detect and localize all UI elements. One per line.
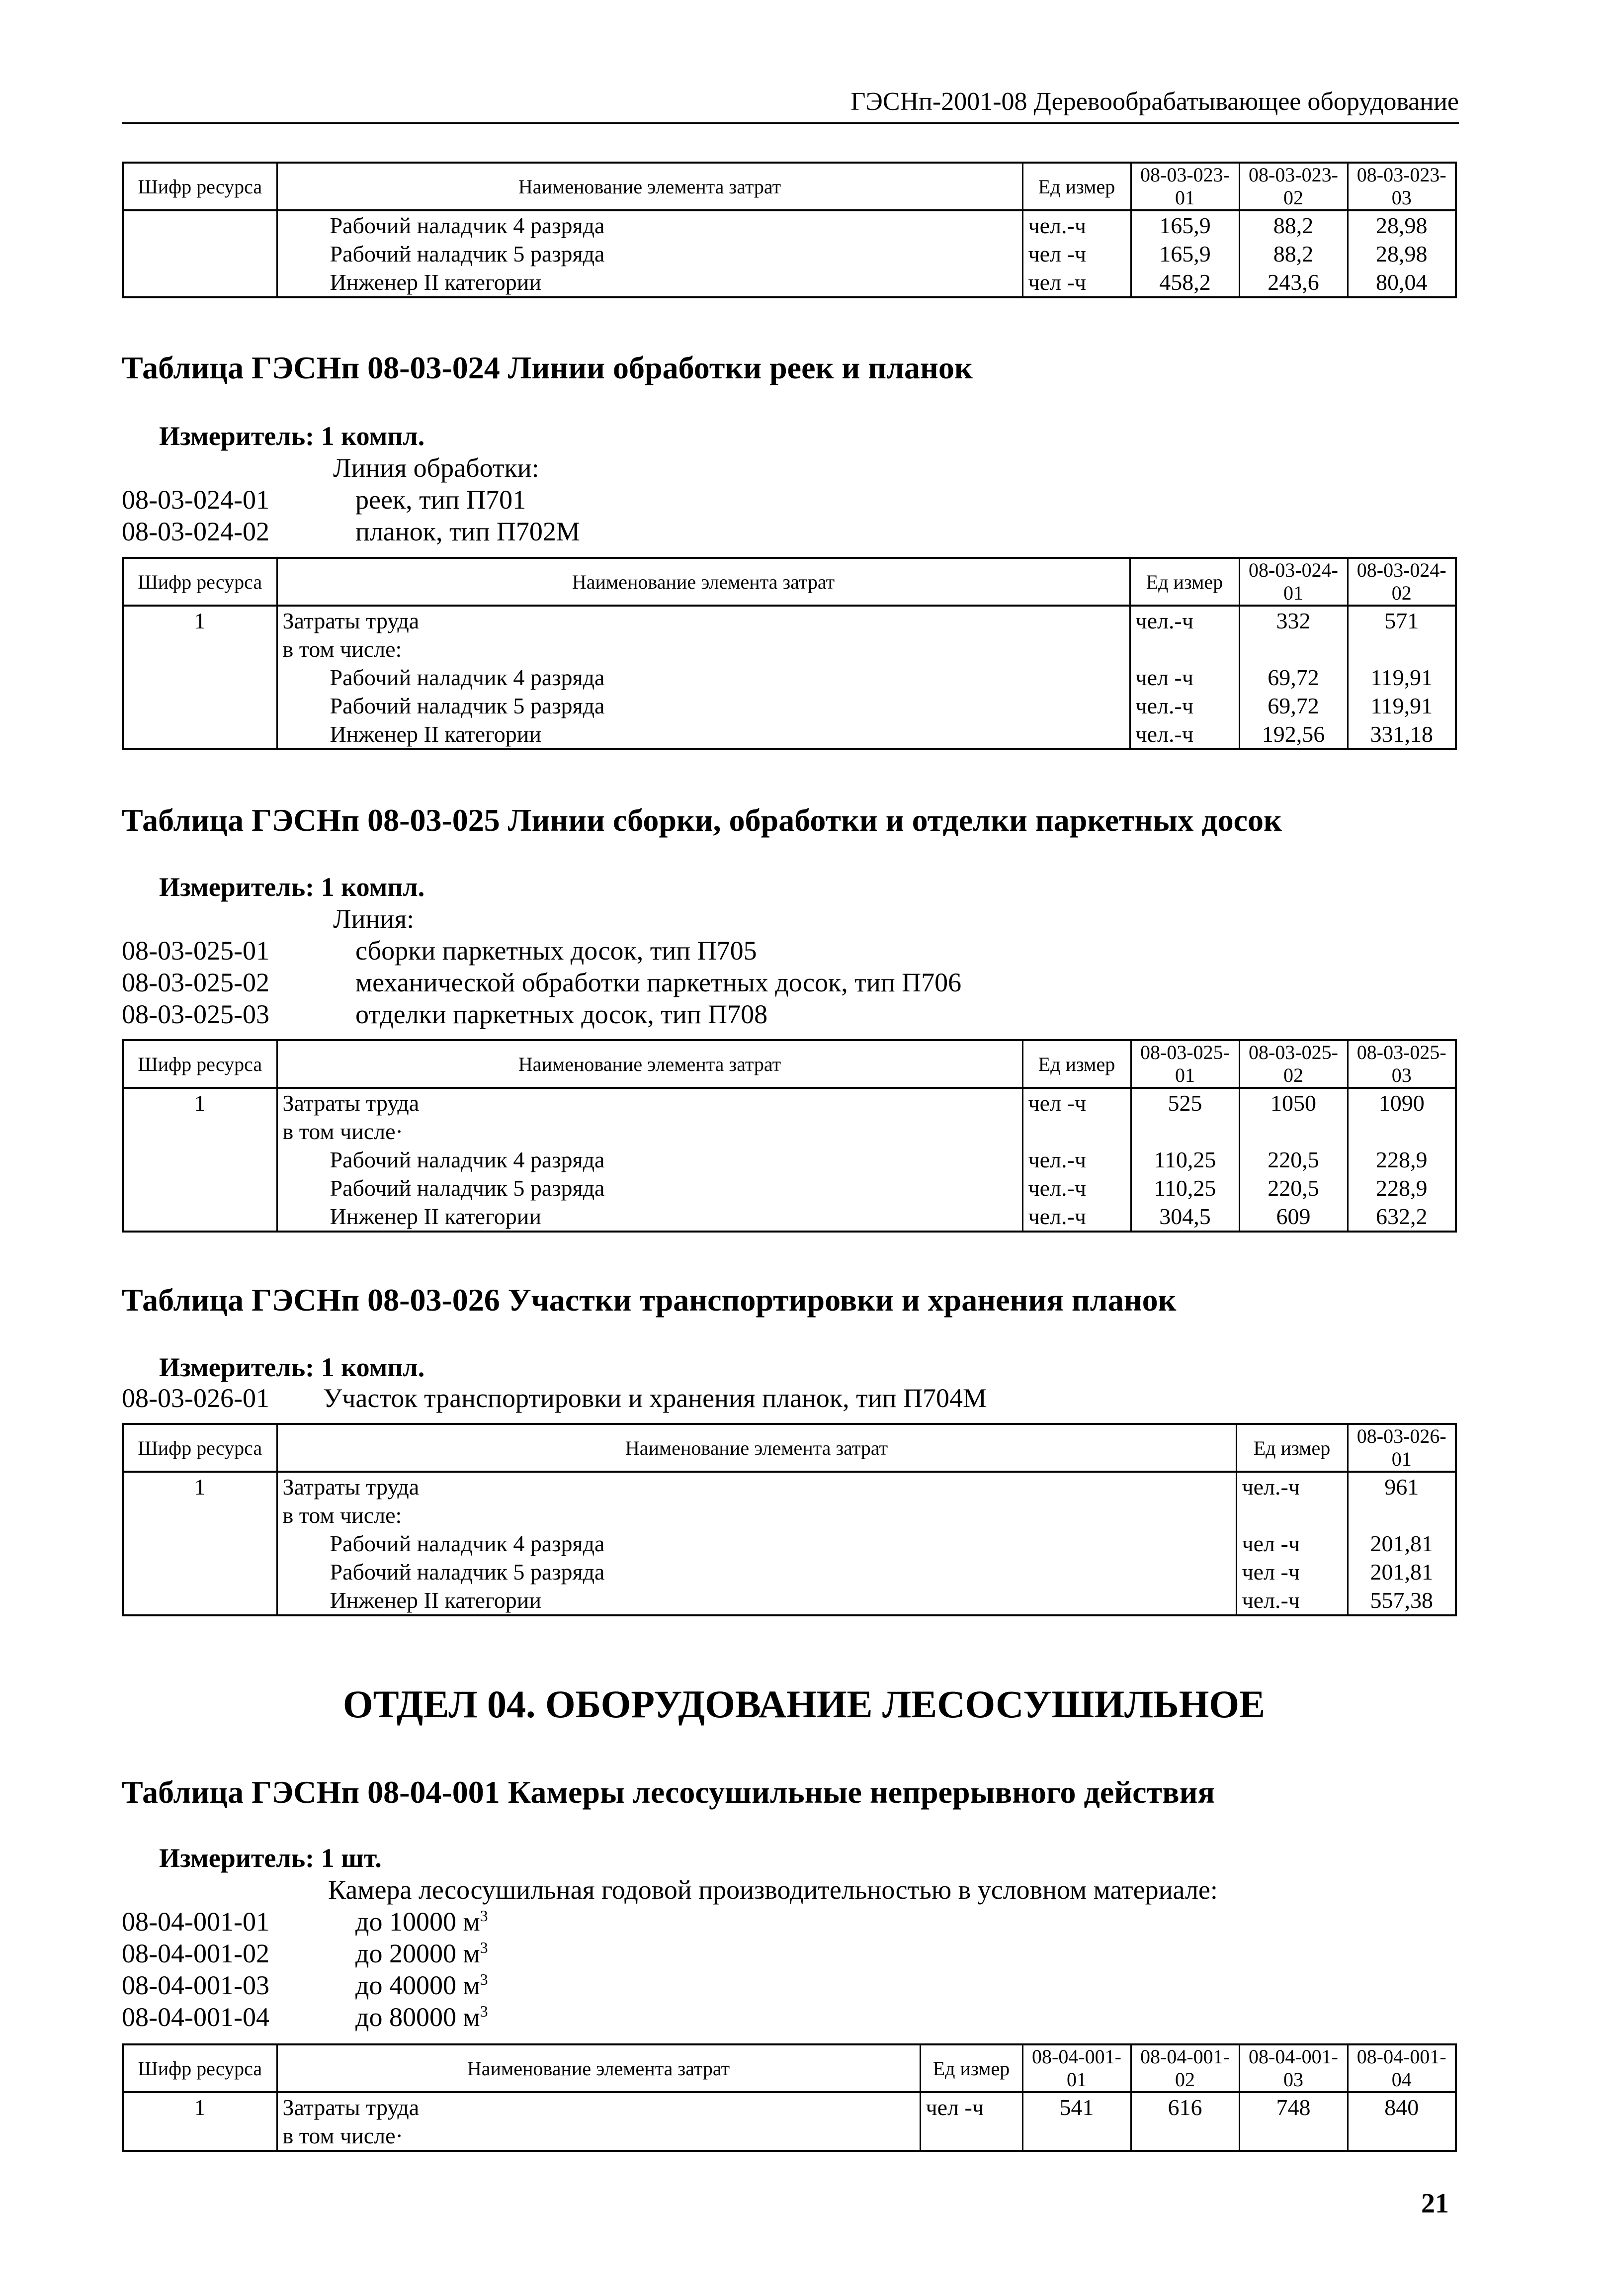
col-header-name: Наименование элемента затрат	[277, 558, 1130, 606]
col-header-code: 08-03-023-03	[1348, 163, 1456, 210]
row-unit: чел.-ч	[1130, 692, 1239, 720]
col-header-code: 08-04-001-04	[1348, 2044, 1456, 2092]
row-name: Рабочий наладчик 5 разряда	[277, 1558, 1236, 1586]
row-value: 220,5	[1239, 1146, 1348, 1174]
row-cipher: 1	[123, 606, 277, 635]
row-name: Инженер II категории	[277, 720, 1130, 749]
row-value: 243,6	[1239, 268, 1348, 297]
col-header-name: Наименование элемента затрат	[277, 2044, 920, 2092]
row-name: Инженер II категории	[277, 1202, 1022, 1232]
table-row	[123, 268, 1456, 297]
table-row	[123, 1558, 1456, 1586]
meter-line: Измеритель: 1 компл.	[159, 421, 425, 451]
table-row	[123, 635, 1456, 663]
row-name: Затраты труда	[277, 1088, 1022, 1117]
row-value: 571	[1348, 606, 1456, 635]
col-header-name: Наименование элемента затрат	[277, 1040, 1022, 1088]
item-code: 08-03-025-02	[122, 968, 269, 997]
table-row	[123, 240, 1456, 268]
item-text: до 20000 $м^3$	[355, 1939, 488, 1968]
table-08-03-024	[122, 557, 1457, 750]
row-value: 28,98	[1348, 240, 1456, 268]
row-unit: чел.-ч	[1022, 1174, 1131, 1202]
col-header-cipher: Шифр ресурса	[123, 2044, 277, 2092]
table-caption: Таблица ГЭСНп 08-03-025 Линии сборки, обработки и отделки паркетных досок	[122, 802, 1282, 838]
row-value: 1050	[1239, 1088, 1348, 1117]
col-header-code: 08-04-001-02	[1131, 2044, 1239, 2092]
table-row	[123, 1529, 1456, 1558]
row-value: 88,2	[1239, 240, 1348, 268]
row-value: 88,2	[1239, 210, 1348, 240]
row-value: 748	[1239, 2092, 1348, 2121]
row-value: 228,9	[1348, 1174, 1456, 1202]
row-name: Рабочий наладчик 4 разряда	[277, 210, 1022, 240]
row-name: Инженер II категории	[277, 1586, 1236, 1615]
item-code: 08-03-025-03	[122, 999, 269, 1029]
table-08-03-023	[122, 162, 1457, 298]
item-intro: Камера лесосушильная годовой производительностью в условном материале:	[328, 1875, 1218, 1905]
row-value: 69,72	[1239, 663, 1348, 692]
row-unit: чел -ч	[1022, 1088, 1131, 1117]
item-code: 08-03-026-01	[122, 1383, 269, 1413]
row-name: в том числе:	[277, 1501, 1236, 1529]
table-row	[123, 2121, 1456, 2151]
meter-line: Измеритель: 1 компл.	[159, 1352, 425, 1382]
row-cipher: 1	[123, 2092, 277, 2121]
table-row	[123, 692, 1456, 720]
col-header-name: Наименование элемента затрат	[277, 163, 1022, 210]
row-unit: чел.-ч	[1236, 1472, 1348, 1501]
meter-line: Измеритель: 1 компл.	[159, 872, 425, 902]
row-value: 1090	[1348, 1088, 1456, 1117]
item-code: 08-04-001-02	[122, 1939, 269, 1968]
row-value: 165,9	[1131, 210, 1239, 240]
item-code: 08-04-001-04	[122, 2002, 269, 2032]
row-unit: чел -ч	[1236, 1529, 1348, 1558]
table-row	[123, 1501, 1456, 1529]
row-unit: чел.-ч	[1022, 1202, 1131, 1232]
row-unit: чел.-ч	[1022, 1146, 1131, 1174]
item-code: 08-04-001-03	[122, 1970, 269, 2000]
row-value: 28,98	[1348, 210, 1456, 240]
table-row	[123, 1117, 1456, 1146]
col-header-code: 08-03-024-01	[1239, 558, 1348, 606]
row-cipher: 1	[123, 1088, 277, 1117]
col-header-code: 08-04-001-01	[1022, 2044, 1131, 2092]
row-unit: чел.-ч	[1022, 210, 1131, 240]
row-unit: чел -ч	[1130, 663, 1239, 692]
row-value: 616	[1131, 2092, 1239, 2121]
col-header-code: 08-03-026-01	[1348, 1424, 1456, 1472]
item-intro: Линия:	[333, 904, 415, 934]
col-header-cipher: Шифр ресурса	[123, 163, 277, 210]
row-value: 80,04	[1348, 268, 1456, 297]
col-header-name: Наименование элемента затрат	[277, 1424, 1236, 1472]
item-text: планок, тип П702М	[355, 517, 580, 546]
row-unit: чел -ч	[1236, 1558, 1348, 1586]
col-header-cipher: Шифр ресурса	[123, 558, 277, 606]
row-value: 961	[1348, 1472, 1456, 1501]
row-name: в том числе·	[277, 2121, 920, 2151]
table-caption: Таблица ГЭСНп 08-04-001 Камеры лесосушильные непрерывного действия	[122, 1774, 1215, 1810]
row-name: в том числе:	[277, 635, 1130, 663]
item-text: до 10000 $м^3$	[355, 1907, 488, 1937]
table-caption: Таблица ГЭСНп 08-03-024 Линии обработки реек и планок	[122, 350, 973, 385]
item-code: 08-03-024-01	[122, 485, 269, 515]
row-value: 304,5	[1131, 1202, 1239, 1232]
table-row	[123, 663, 1456, 692]
row-value: 220,5	[1239, 1174, 1348, 1202]
item-intro: Линия обработки:	[333, 453, 539, 483]
item-text: Участок транспортировки и хранения планок, тип П704М	[323, 1383, 987, 1413]
row-unit: чел.-ч	[1130, 606, 1239, 635]
row-name: Рабочий наладчик 5 разряда	[277, 1174, 1022, 1202]
table-row	[123, 1472, 1456, 1501]
table-08-03-025	[122, 1039, 1457, 1233]
item-code: 08-03-024-02	[122, 517, 269, 546]
row-cipher: 1	[123, 1472, 277, 1501]
table-row	[123, 1146, 1456, 1174]
row-value: 609	[1239, 1202, 1348, 1232]
row-value: 192,56	[1239, 720, 1348, 749]
table-row	[123, 210, 1456, 240]
item-text: механической обработки паркетных досок, тип П706	[355, 968, 962, 997]
row-name: Инженер II категории	[277, 268, 1022, 297]
row-value: 110,25	[1131, 1174, 1239, 1202]
row-unit: чел -ч	[1022, 240, 1131, 268]
col-header-code: 08-03-025-01	[1131, 1040, 1239, 1088]
row-value: 525	[1131, 1088, 1239, 1117]
running-header: ГЭСНп-2001-08 Деревообрабатывающее оборудование	[122, 85, 1459, 124]
row-name: Затраты труда	[277, 1472, 1236, 1501]
col-header-code: 08-03-024-02	[1348, 558, 1456, 606]
table-row	[123, 1174, 1456, 1202]
row-name: Затраты труда	[277, 2092, 920, 2121]
table-caption: Таблица ГЭСНп 08-03-026 Участки транспортировки и хранения планок	[122, 1282, 1177, 1318]
row-unit: чел -ч	[920, 2092, 1022, 2121]
row-value: 541	[1022, 2092, 1131, 2121]
row-name: Рабочий наладчик 4 разряда	[277, 1146, 1022, 1174]
row-name: Рабочий наладчик 5 разряда	[277, 692, 1130, 720]
table-row	[123, 1202, 1456, 1232]
row-value: 201,81	[1348, 1558, 1456, 1586]
table-08-03-026	[122, 1423, 1457, 1616]
row-value: 331,18	[1348, 720, 1456, 749]
col-header-cipher: Шифр ресурса	[123, 1424, 277, 1472]
meter-line: Измеритель: 1 шт.	[159, 1843, 382, 1873]
row-value: 332	[1239, 606, 1348, 635]
col-header-unit: Ед измер	[920, 2044, 1022, 2092]
col-header-code: 08-03-023-02	[1239, 163, 1348, 210]
row-name: Рабочий наладчик 4 разряда	[277, 663, 1130, 692]
row-name: в том числе·	[277, 1117, 1022, 1146]
row-value: 201,81	[1348, 1529, 1456, 1558]
row-name: Рабочий наладчик 5 разряда	[277, 240, 1022, 268]
row-value: 840	[1348, 2092, 1456, 2121]
col-header-code: 08-03-025-02	[1239, 1040, 1348, 1088]
row-value: 69,72	[1239, 692, 1348, 720]
item-text: сборки паркетных досок, тип П705	[355, 936, 757, 966]
row-value: 557,38	[1348, 1586, 1456, 1615]
table-08-04-001	[122, 2043, 1457, 2152]
col-header-unit: Ед измер	[1022, 163, 1131, 210]
col-header-code: 08-03-025-03	[1348, 1040, 1456, 1088]
row-value: 632,2	[1348, 1202, 1456, 1232]
row-value: 119,91	[1348, 692, 1456, 720]
table-row	[123, 606, 1456, 635]
row-value: 110,25	[1131, 1146, 1239, 1174]
page-number: 21	[1421, 2188, 1449, 2219]
col-header-cipher: Шифр ресурса	[123, 1040, 277, 1088]
item-text: реек, тип П701	[355, 485, 526, 515]
col-header-code: 08-03-023-01	[1131, 163, 1239, 210]
item-code: 08-04-001-01	[122, 1907, 269, 1937]
table-row	[123, 1088, 1456, 1117]
table-row	[123, 1586, 1456, 1615]
row-unit: чел -ч	[1022, 268, 1131, 297]
col-header-unit: Ед измер	[1130, 558, 1239, 606]
table-row	[123, 2092, 1456, 2121]
row-value: 165,9	[1131, 240, 1239, 268]
item-text: до 80000 $м^3$	[355, 2002, 488, 2032]
col-header-unit: Ед измер	[1022, 1040, 1131, 1088]
row-name: Рабочий наладчик 4 разряда	[277, 1529, 1236, 1558]
col-header-unit: Ед измер	[1236, 1424, 1348, 1472]
row-unit: чел.-ч	[1130, 720, 1239, 749]
item-text: до 40000 $м^3$	[355, 1970, 488, 2000]
row-value: 228,9	[1348, 1146, 1456, 1174]
item-text: отделки паркетных досок, тип П708	[355, 999, 768, 1029]
col-header-code: 08-04-001-03	[1239, 2044, 1348, 2092]
table-row	[123, 720, 1456, 749]
row-name: Затраты труда	[277, 606, 1130, 635]
section-heading: ОТДЕЛ 04. ОБОРУДОВАНИЕ ЛЕСОСУШИЛЬНОЕ	[342, 1682, 1266, 1726]
row-unit: чел.-ч	[1236, 1586, 1348, 1615]
row-value: 458,2	[1131, 268, 1239, 297]
row-value: 119,91	[1348, 663, 1456, 692]
item-code: 08-03-025-01	[122, 936, 269, 966]
